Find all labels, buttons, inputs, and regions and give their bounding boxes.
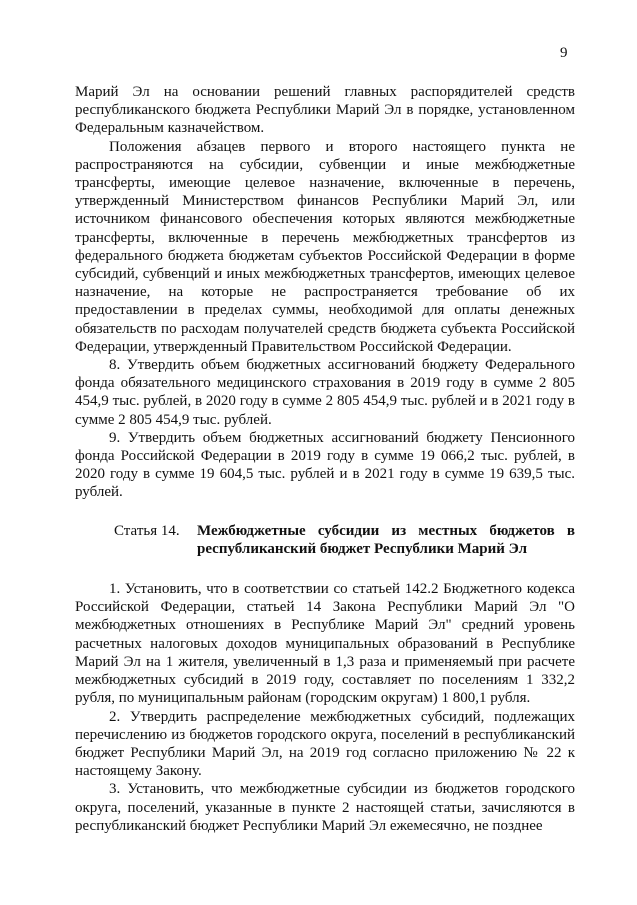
article-title: Межбюджетные субсидии из местных бюджетов в республиканский бюджет Республики Марий Эл <box>197 522 575 557</box>
paragraph-article14-item-2: 2. Утвердить распределение межбюджетных субсидий, подлежащих перечислению из бюджетов городского округа, поселений в республиканский бюджет Республики Марий Эл, на 2019 год согласно приложению № 22 к настоящему Закону. <box>75 708 575 780</box>
paragraph-continuation: Марий Эл на основании решений главных распорядителей средств республиканского бюджета Республики Марий Эл в порядке, установленном Федеральным казначейством. <box>75 84 575 137</box>
document-body <box>75 83 575 835</box>
article-heading <box>75 522 575 558</box>
paragraph-article14-item-1: 1. Установить, что в соответствии со статьей 142.2 Бюджетного кодекса Российской Федерации, статьей 14 Закона Республики Марий Эл "О межбюджетных отношениях в Республике Марий Эл" средний уровень расчетных налоговых доходов муниципальных образований в Республике Марий Эл на 1 жителя, увеличенный в 1,3 раза и применяемый при расчете межбюджетных субсидий в 2019 году, составляет по поселениям 1 332,2 рубля, по муниципальным районам (городским округам) 1 800,1 рубля. <box>75 581 575 707</box>
paragraph-exceptions: Положения абзацев первого и второго настоящего пункта не распространяются на субсидии, субвенции и иные межбюджетные трансферты, имеющие целевое назначение, включенные в перечень, утвержденный Министерством финансов Республики Марий Эл, или источником финансового обеспечения которых являются межбюджетные трансферты, включенные в перечень межбюджетных трансфертов из федерального бюджета бюджетам субъектов Российской Федерации в форме субсидий, субвенций и иных межбюджетных трансфертов, имеющих целевое назначение, на которые не распространяется требование об их предоставлении в пределах суммы, необходимой для оплаты денежных обязательств по расходам получателей средств бюджета субъекта Российской Федерации, утвержденный Правительством Российской Федерации. <box>75 138 575 355</box>
article-number: Статья 14. <box>114 522 180 539</box>
paragraph-article14-item-3: 3. Установить, что межбюджетные субсидии из бюджетов городского округа, поселений, указанные в пункте 2 настоящей статьи, зачисляются в республиканский бюджет Республики Марий Эл ежемесячно, не позднее <box>75 781 575 834</box>
paragraph-item-8: 8. Утвердить объем бюджетных ассигнований бюджету Федерального фонда обязательного медицинского страхования в 2019 году в сумме 2 805 454,9 тыс. рублей, в 2020 году в сумме 2 805 454,9 тыс. рублей и в 2021 году в сумме 2 805 454,9 тыс. рублей. <box>75 357 575 428</box>
page-number: 9 <box>560 45 568 61</box>
paragraph-item-9: 9. Утвердить объем бюджетных ассигнований бюджету Пенсионного фонда Российской Федерации в 2019 году в сумме 19 066,2 тыс. рублей, в 2020 году в сумме 19 604,5 тыс. рублей и в 2021 году в сумме 19 639,5 тыс. рублей. <box>75 429 575 501</box>
